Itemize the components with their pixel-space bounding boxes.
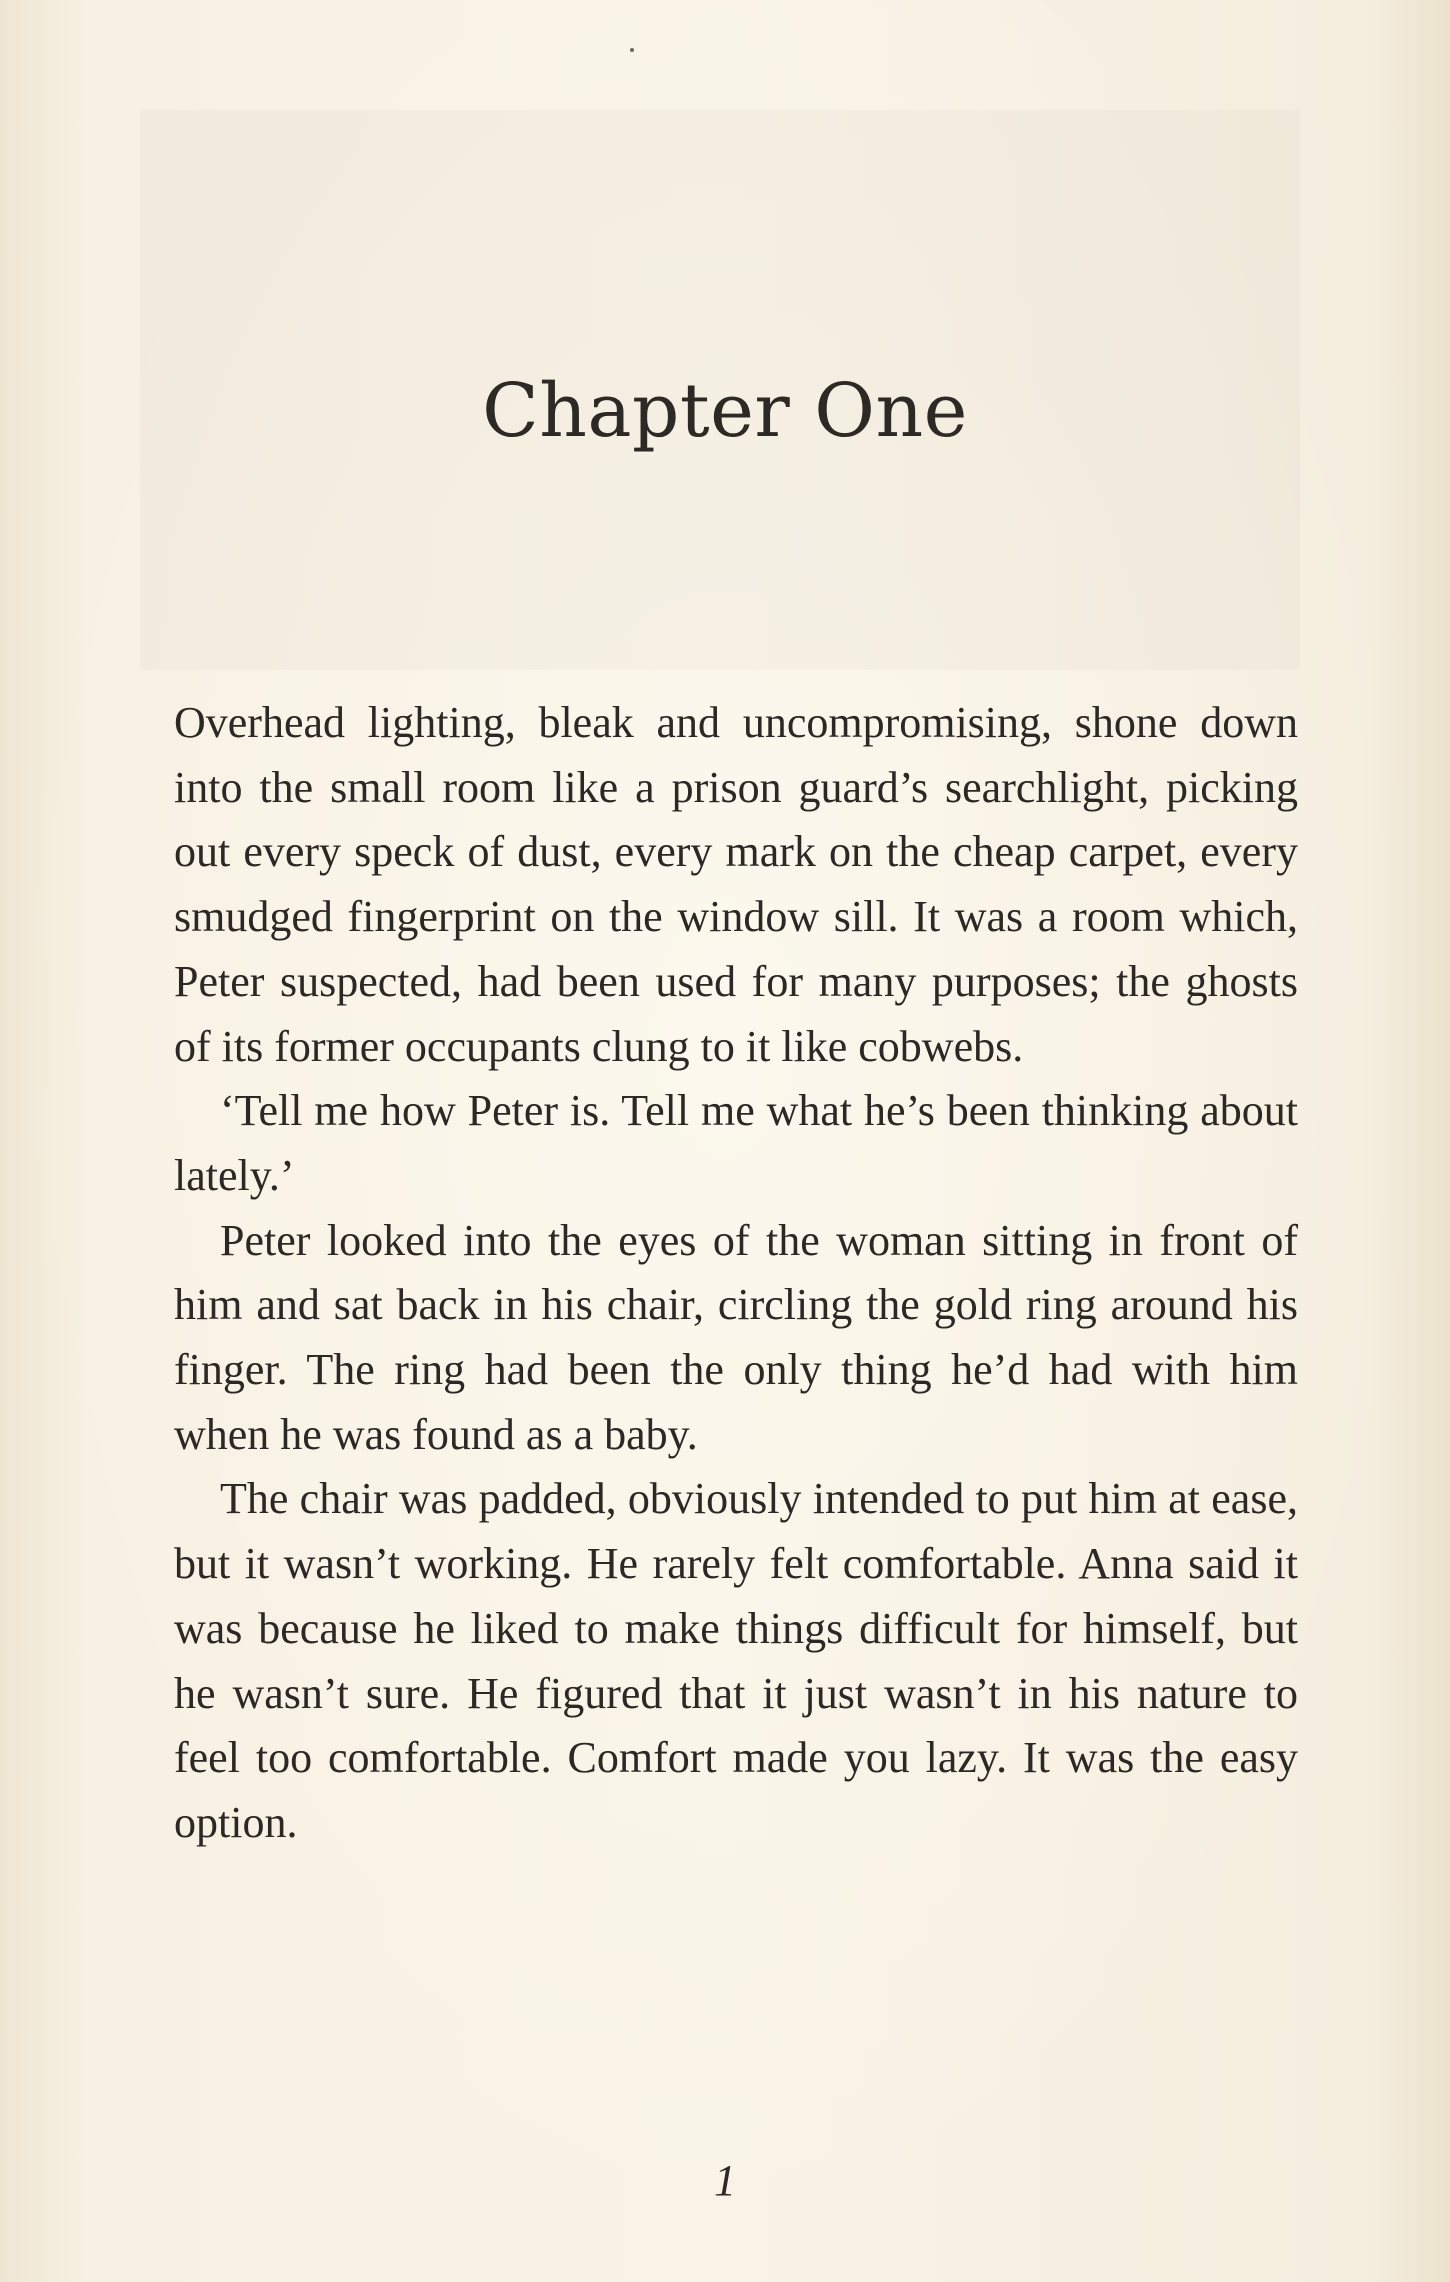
chapter-title: Chapter One bbox=[482, 368, 968, 454]
paragraph-4: The chair was padded, obviously intended to put him at ease, but it wasn’t working. He rarely felt comfortable. Anna said it was because he liked to make things difficult for himself, but he wasn’t sure. He figured that it just wasn’t in his nature to feel too comfortable. Comfort made you lazy. It was the easy option. bbox=[174, 1474, 1298, 1847]
chapter-body bbox=[174, 691, 1298, 1856]
print-speck bbox=[630, 48, 634, 52]
page-number: 1 bbox=[714, 2156, 736, 2205]
paragraph-3: Peter looked into the eyes of the woman sitting in front of him and sat back in his chair, circling the gold ring around his finger. The ring had been the only thing he’d had with him when he was found as a baby. bbox=[174, 1215, 1298, 1459]
paragraph-1: Overhead lighting, bleak and uncompromising, shone down into the small room like a prison guard’s searchlight, picking out every speck of dust, every mark on the cheap carpet, every smudged fingerprint on the window sill. It was a room which, Peter suspected, had been used for many purposes; the ghosts of its former occupants clung to it like cobwebs. bbox=[174, 698, 1298, 1071]
paragraph-2: ‘Tell me how Peter is. Tell me what he’s been thinking about lately.’ bbox=[174, 1086, 1298, 1200]
